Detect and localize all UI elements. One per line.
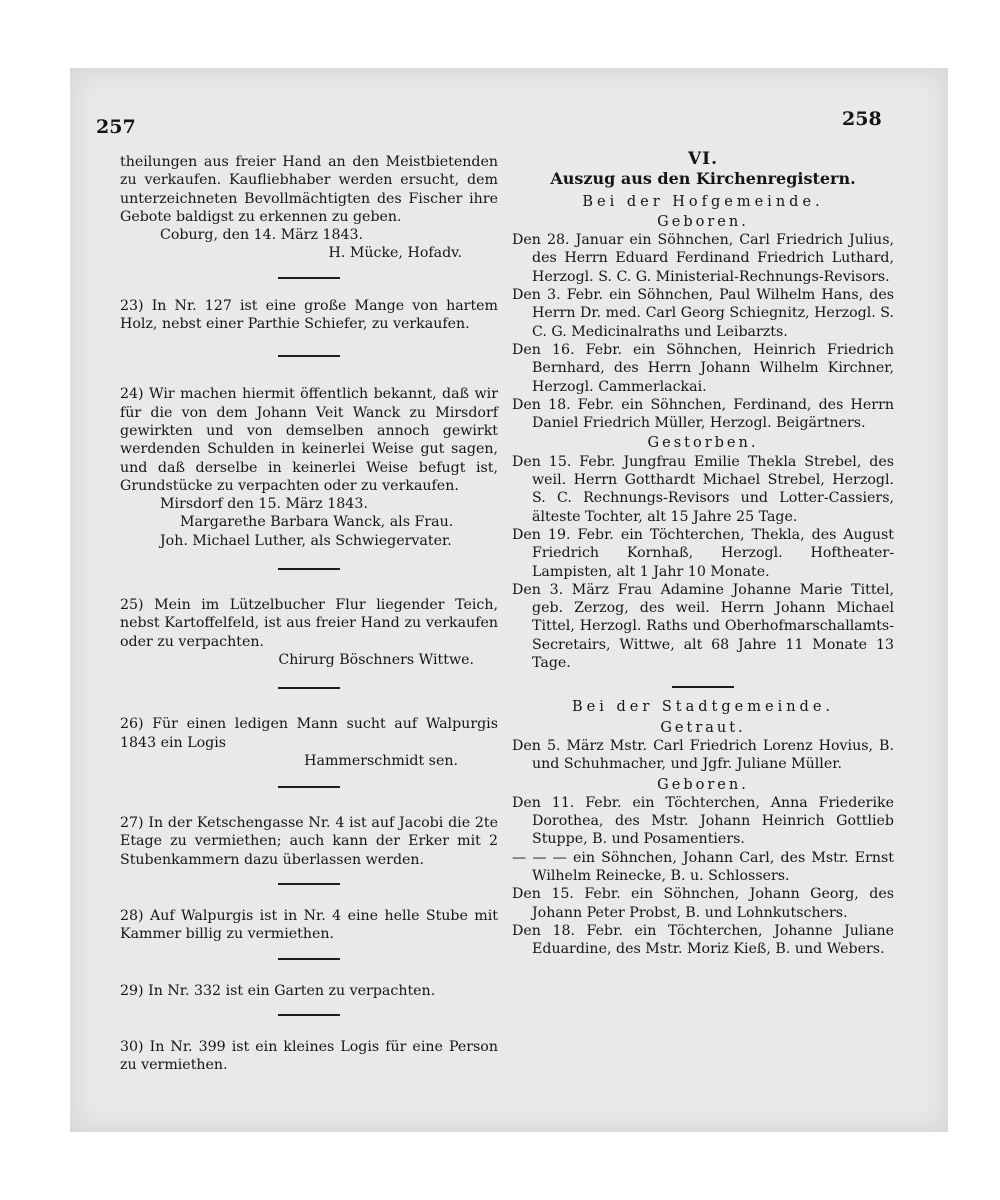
register-entry: Den 15. Febr. ein Söhnchen, Johann Georg, des Johann Peter Probst, B. und Lohnkutschers.: [512, 886, 894, 921]
separator-rule: [278, 958, 340, 960]
right-column: [512, 150, 894, 958]
register-entry: Den 28. Januar ein Söhnchen, Carl Friedrich Julius, des Herrn Eduard Ferdinand Friedrich Luthard, Herzogl. S. C. G. Ministerial-Rechnungs-Revisors.: [512, 232, 894, 285]
notice-23: 23) In Nr. 127 ist eine große Mange von hartem Holz, nebst einer Parthie Schiefer, zu verkaufen.: [120, 297, 498, 333]
notice-25-signature: Chirurg Böschners Wittwe.: [278, 651, 474, 668]
separator-rule: [278, 355, 340, 357]
continued-notice-signature: H. Mücke, Hofadv.: [328, 245, 462, 262]
stadt-geboren-heading: Geboren.: [657, 776, 749, 793]
notice-24-signature-1: Margarethe Barbara Wanck, als Frau.: [180, 514, 454, 531]
hofgemeinde-heading: Bei der Hofgemeinde.: [582, 193, 824, 210]
notice-24-place-date: Mirsdorf den 15. März 1843.: [160, 496, 368, 513]
continued-notice-place-date: Coburg, den 14. März 1843.: [160, 227, 364, 244]
separator-rule: [278, 883, 340, 885]
stadtgemeinde-heading: Bei der Stadtgemeinde.: [571, 699, 835, 716]
notice-25: 25) Mein im Lützelbucher Flur liegender Teich, nebst Kartoffelfeld, ist aus freier Hand zu verkaufen oder zu verpachten.: [120, 597, 498, 650]
separator-rule: [278, 568, 340, 570]
section-number: VI.: [687, 149, 719, 169]
register-entry: Den 11. Febr. ein Töchterchen, Anna Friederike Dorothea, des Mstr. Johann Heinrich Gottlieb Stuppe, B. und Posamentiers.: [512, 794, 894, 848]
register-entry: — — — ein Söhnchen, Johann Carl, des Mstr. Ernst Wilhelm Reinecke, B. u. Schlossers.: [512, 849, 894, 884]
separator-rule: [278, 786, 340, 788]
section-title: Auszug aus den Kirchenregistern.: [550, 169, 856, 189]
scanned-page-spread: [70, 68, 948, 1132]
left-column: [120, 153, 498, 1075]
separator-rule: [672, 686, 734, 688]
right-page-number: 258: [842, 108, 882, 130]
continued-notice-text: theilungen aus freier Hand an den Meistbietenden zu verkaufen. Kaufliebhaber werden ersucht, dem unterzeichneten Bevollmächtigten des Fischer ihre Gebote baldigst zu erkennen zu geben.: [120, 154, 498, 225]
register-entry: Den 16. Febr. ein Söhnchen, Heinrich Friedrich Bernhard, des Herrn Johann Wilhelm Kirchner, Herzogl. Cammerlackai.: [512, 341, 894, 395]
notice-29: 29) In Nr. 332 ist ein Garten zu verpachten.: [120, 982, 436, 999]
notice-24: 24) Wir machen hiermit öffentlich bekannt, daß wir für die von dem Johann Veit Wanck zu Mirsdorf gewirkten und von demselben annoch gewirkt werdenden Schulden in keinerlei Weise gut sagen, und daß derselbe in keinerlei Weise befugt ist, Grundstücke zu verpachten oder zu verkaufen.: [120, 386, 498, 494]
hof-geboren-heading: Geboren.: [657, 213, 749, 230]
register-entry: Den 18. Febr. ein Töchterchen, Johanne Juliane Eduardine, des Mstr. Moriz Kieß, B. und Webers.: [512, 922, 894, 958]
notice-30: 30) In Nr. 399 ist ein kleines Logis für eine Person zu vermiethen.: [120, 1038, 498, 1074]
notice-26-signature: Hammerschmidt sen.: [304, 752, 458, 769]
register-entry: Den 3. Febr. ein Söhnchen, Paul Wilhelm Hans, des Herrn Dr. med. Carl Georg Schiegnitz, Herzogl. S. C. G. Medicinalraths und Leibarzts.: [512, 287, 894, 340]
notice-27: 27) In der Ketschengasse Nr. 4 ist auf Jacobi die 2te Etage zu vermiethen; auch kann der Erker mit 2 Stubenkammern dazu überlassen werden.: [120, 815, 498, 868]
separator-rule: [278, 277, 340, 279]
register-entry: Den 18. Febr. ein Söhnchen, Ferdinand, des Herrn Daniel Friedrich Müller, Herzogl. Beigärtners.: [512, 396, 894, 432]
hof-gestorben-heading: Gestorben.: [647, 435, 759, 452]
notice-26: 26) Für einen ledigen Mann sucht auf Walpurgis 1843 ein Logis: [120, 716, 498, 751]
register-entry: Den 5. März Mstr. Carl Friedrich Lorenz Hovius, B. und Schuhmacher, und Jgfr. Juliane Müller.: [512, 737, 894, 773]
notice-28: 28) Auf Walpurgis ist in Nr. 4 eine helle Stube mit Kammer billig zu vermiethen.: [120, 908, 498, 943]
register-entry: Den 3. März Frau Adamine Johanne Marie Tittel, geb. Zerzog, des weil. Herrn Johann Michael Tittel, Herzogl. Raths und Oberhofmarschallamts-Secretairs, Wittwe, alt 68 Jahre 11 Monate 13 Tage.: [512, 581, 894, 672]
notice-24-signature-2: Joh. Michael Luther, als Schwiegervater.: [160, 532, 452, 549]
left-page-number: 257: [96, 116, 136, 138]
separator-rule: [278, 1014, 340, 1016]
stadt-getraut-heading: Getraut.: [660, 719, 746, 736]
register-entry: Den 15. Febr. Jungfrau Emilie Thekla Strebel, des weil. Herrn Gotthardt Michael Strebel, Herzogl. S. C. Rechnungs-Revisors und Lotter-Cassiers, älteste Tochter, alt 15 Jahre 25 Tage.: [512, 453, 894, 525]
separator-rule: [278, 687, 340, 689]
register-entry: Den 19. Febr. ein Töchterchen, Thekla, des August Friedrich Kornhaß, Herzogl. Hoftheater-Lampisten, alt 1 Jahr 10 Monate.: [512, 526, 894, 580]
